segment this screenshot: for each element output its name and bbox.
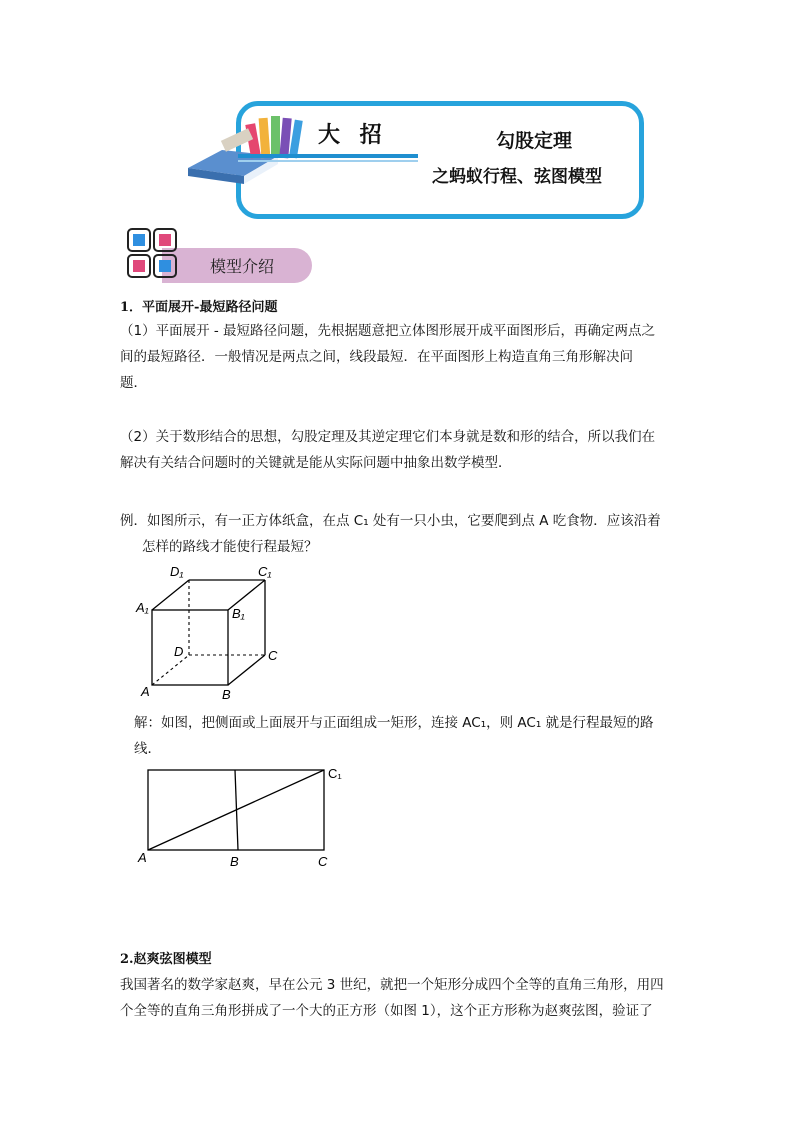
label-C1: C₁: [258, 564, 272, 579]
label-A: A: [138, 850, 147, 865]
label-A1: A₁: [136, 600, 149, 615]
example-question: [120, 508, 665, 560]
cube-edge: [152, 580, 189, 610]
label-A: A: [141, 684, 150, 699]
text-line: 例．如图所示，有一正方体纸盒，在点 C₁ 处有一只小虫，它要爬到点 A 吃食物．应该沿着: [120, 513, 661, 529]
label-C: C: [318, 854, 328, 869]
banner-big-title: 大 招: [318, 122, 388, 148]
books-icon: [182, 110, 312, 190]
example-solution: [134, 710, 674, 762]
text-line: 间的最短路径．一般情况是两点之间，线段最短．在平面图形上构造直角三角形解决问: [120, 349, 633, 365]
banner-topic: 勾股定理: [496, 130, 573, 152]
grid-squares-icon: [127, 228, 181, 282]
section1-paragraph1: [120, 318, 665, 396]
text-line: （1）平面展开 - 最短路径问题，先根据题意把立体图形展开成平面图形后，再确定两点之: [120, 323, 656, 339]
label-B1: B₁: [232, 606, 245, 621]
banner-subtitle: 之蚂蚁行程、弦图模型: [432, 167, 602, 187]
label-B: B: [222, 687, 231, 702]
banner-underline-light: [238, 160, 418, 162]
unfolded-rectangle-figure: [134, 762, 354, 872]
section1-heading: 1．平面展开-最短路径问题: [120, 300, 278, 315]
label-C1: C₁: [328, 766, 342, 781]
label-C: C: [268, 648, 278, 663]
text-line: 解：如图，把侧面或上面展开与正面组成一矩形，连接 AC₁，则 AC₁ 就是行程最短的路: [134, 715, 654, 731]
cube-hidden-edge: [152, 655, 189, 685]
text-line: 怎样的路线才能使行程最短？: [142, 539, 318, 555]
text-line: 线．: [134, 741, 161, 757]
text-line: 个全等的直角三角形拼成了一个大的正方形（如图 1），这个正方形称为赵爽弦图，验证了: [120, 1003, 653, 1019]
label-B: B: [230, 854, 239, 869]
cube-front-face: [152, 610, 228, 685]
banner-underline: [238, 154, 418, 158]
text-line: 题．: [120, 375, 147, 391]
cube-edge: [228, 655, 265, 685]
label-D1: D₁: [170, 564, 184, 579]
text-line: 我国著名的数学家赵爽，早在公元 3 世纪，就把一个矩形分成四个全等的直角三角形，用四: [120, 977, 664, 993]
label-D: D: [174, 644, 184, 659]
cube-figure: [134, 560, 294, 706]
section-tag-label: 模型介绍: [210, 257, 275, 276]
text-line: （2）关于数形结合的思想，勾股定理及其逆定理它们本身就是数和形的结合，所以我们在: [120, 429, 656, 445]
section2-heading: 2.赵爽弦图模型: [120, 952, 212, 967]
section1-paragraph2: [120, 424, 665, 476]
section2-paragraph: [120, 972, 680, 1024]
text-line: 解决有关结合问题时的关键就是能从实际问题中抽象出数学模型．: [120, 455, 512, 471]
